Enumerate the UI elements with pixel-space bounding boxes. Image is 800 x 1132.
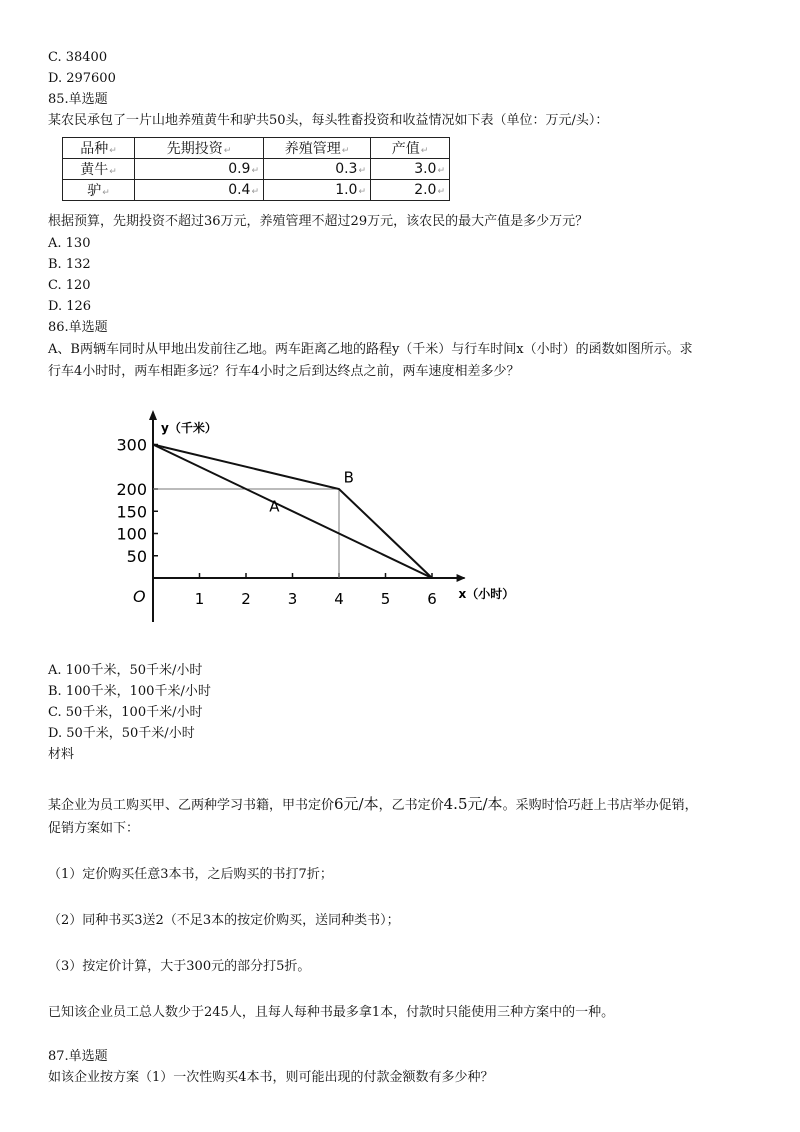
y-tick-label: 100 <box>116 524 147 544</box>
table-cell: 2.0↵ <box>371 180 450 201</box>
q86-option-c: C. 50千米，100千米/小时 <box>48 705 203 720</box>
q85-option-b: B. 132 <box>48 257 91 272</box>
intro-text-after: 。采购时恰巧赶上书店举办促销， <box>502 798 698 813</box>
q86-option-b: B. 100千米，100千米/小时 <box>48 684 211 699</box>
x-tick-label: 3 <box>287 590 298 608</box>
y-axis-arrow <box>149 410 157 420</box>
table-cell: 黄牛↵ <box>63 159 135 180</box>
point-label-b: B <box>343 468 354 487</box>
price-a: 6元/本 <box>334 795 379 813</box>
material-intro-line1 <box>48 795 698 815</box>
table-cell: 3.0↵ <box>371 159 450 180</box>
distance-time-chart <box>100 408 515 628</box>
table-row <box>63 180 450 201</box>
livestock-table <box>62 137 450 201</box>
x-tick-label: 6 <box>427 590 437 608</box>
q85-stem: 某农民承包了一片山地养殖黄牛和驴共50头，每头牲畜投资和收益情况如下表（单位：万元/头）： <box>48 113 609 128</box>
table-cell: 0.9↵ <box>135 159 264 180</box>
x-tick-label: 4 <box>334 590 344 608</box>
table-cell: 驴↵ <box>63 180 135 201</box>
prev-option-c: C. 38400 <box>48 50 108 65</box>
q85-question: 根据预算，先期投资不超过36万元，养殖管理不超过29万元，该农民的最大产值是多少万元？ <box>48 214 589 229</box>
price-b: 4.5元/本 <box>443 795 503 813</box>
y-tick-label: 200 <box>116 480 147 499</box>
material-label: 材料 <box>48 747 75 762</box>
x-tick-label: 1 <box>194 590 205 608</box>
q86-stem-line1: A、B两辆车同时从甲地出发前往乙地。两车距离乙地的路程y（千米）与行车时间x（小时）的函数如图所示。求 <box>48 342 693 357</box>
intro-text-before: 某企业为员工购买甲、乙两种学习书籍，甲书定价 <box>48 798 335 813</box>
y-tick-label: 50 <box>126 546 147 566</box>
q86-stem-line2: 行车4小时时，两车相距多远？行车4小时之后到达终点之前，两车速度相差多少？ <box>48 364 520 379</box>
promo-plan-3: （3）按定价计算，大于300元的部分打5折。 <box>48 959 311 974</box>
material-intro-line2: 促销方案如下： <box>48 821 140 836</box>
x-tick-label: 5 <box>380 590 391 608</box>
q87-stem: 如该企业按方案（1）一次性购买4本书，则可能出现的付款金额数有多少种？ <box>48 1070 494 1085</box>
y-tick-label: 150 <box>116 502 147 522</box>
table-header-cell: 品种↵ <box>63 138 135 159</box>
q86-option-a: A. 100千米，50千米/小时 <box>48 663 203 678</box>
x-axis-label: x（小时） <box>458 587 515 601</box>
prev-option-d: D. 297600 <box>48 71 116 86</box>
table-cell: 0.3↵ <box>264 159 371 180</box>
material-condition: 已知该企业员工总人数少于245人，且每人每种书最多拿1本，付款时只能使用三种方案中的一种。 <box>48 1005 615 1020</box>
table-header-cell: 养殖管理↵ <box>264 138 371 159</box>
y-axis-label: y（千米） <box>161 421 217 435</box>
table-cell: 0.4↵ <box>135 180 264 201</box>
table-header-row <box>63 138 450 159</box>
promo-plan-1: （1）定价购买任意3本书，之后购买的书打7折； <box>48 867 333 882</box>
table-row <box>63 159 450 180</box>
table-header-cell: 产值↵ <box>371 138 450 159</box>
q85-option-d: D. 126 <box>48 299 92 314</box>
intro-text-mid: ，乙书定价 <box>378 798 444 813</box>
table-cell: 1.0↵ <box>264 180 371 201</box>
y-tick-label: 300 <box>116 435 147 455</box>
q87-header: 87.单选题 <box>48 1049 108 1064</box>
point-label-a: A <box>269 497 280 516</box>
q85-option-a: A. 130 <box>48 236 91 251</box>
q86-option-d: D. 50千米，50千米/小时 <box>48 726 195 741</box>
q86-header: 86.单选题 <box>48 320 108 335</box>
x-tick-label: 2 <box>241 590 251 608</box>
promo-plan-2: （2）同种书买3送2（不足3本的按定价购买，送同种类书）； <box>48 913 400 928</box>
x-axis-arrow <box>457 574 466 582</box>
table-header-cell: 先期投资↵ <box>135 138 264 159</box>
q85-header: 85.单选题 <box>48 92 108 107</box>
origin-label: O <box>133 587 146 606</box>
q85-option-c: C. 120 <box>48 278 91 293</box>
series-line-a <box>153 445 432 579</box>
